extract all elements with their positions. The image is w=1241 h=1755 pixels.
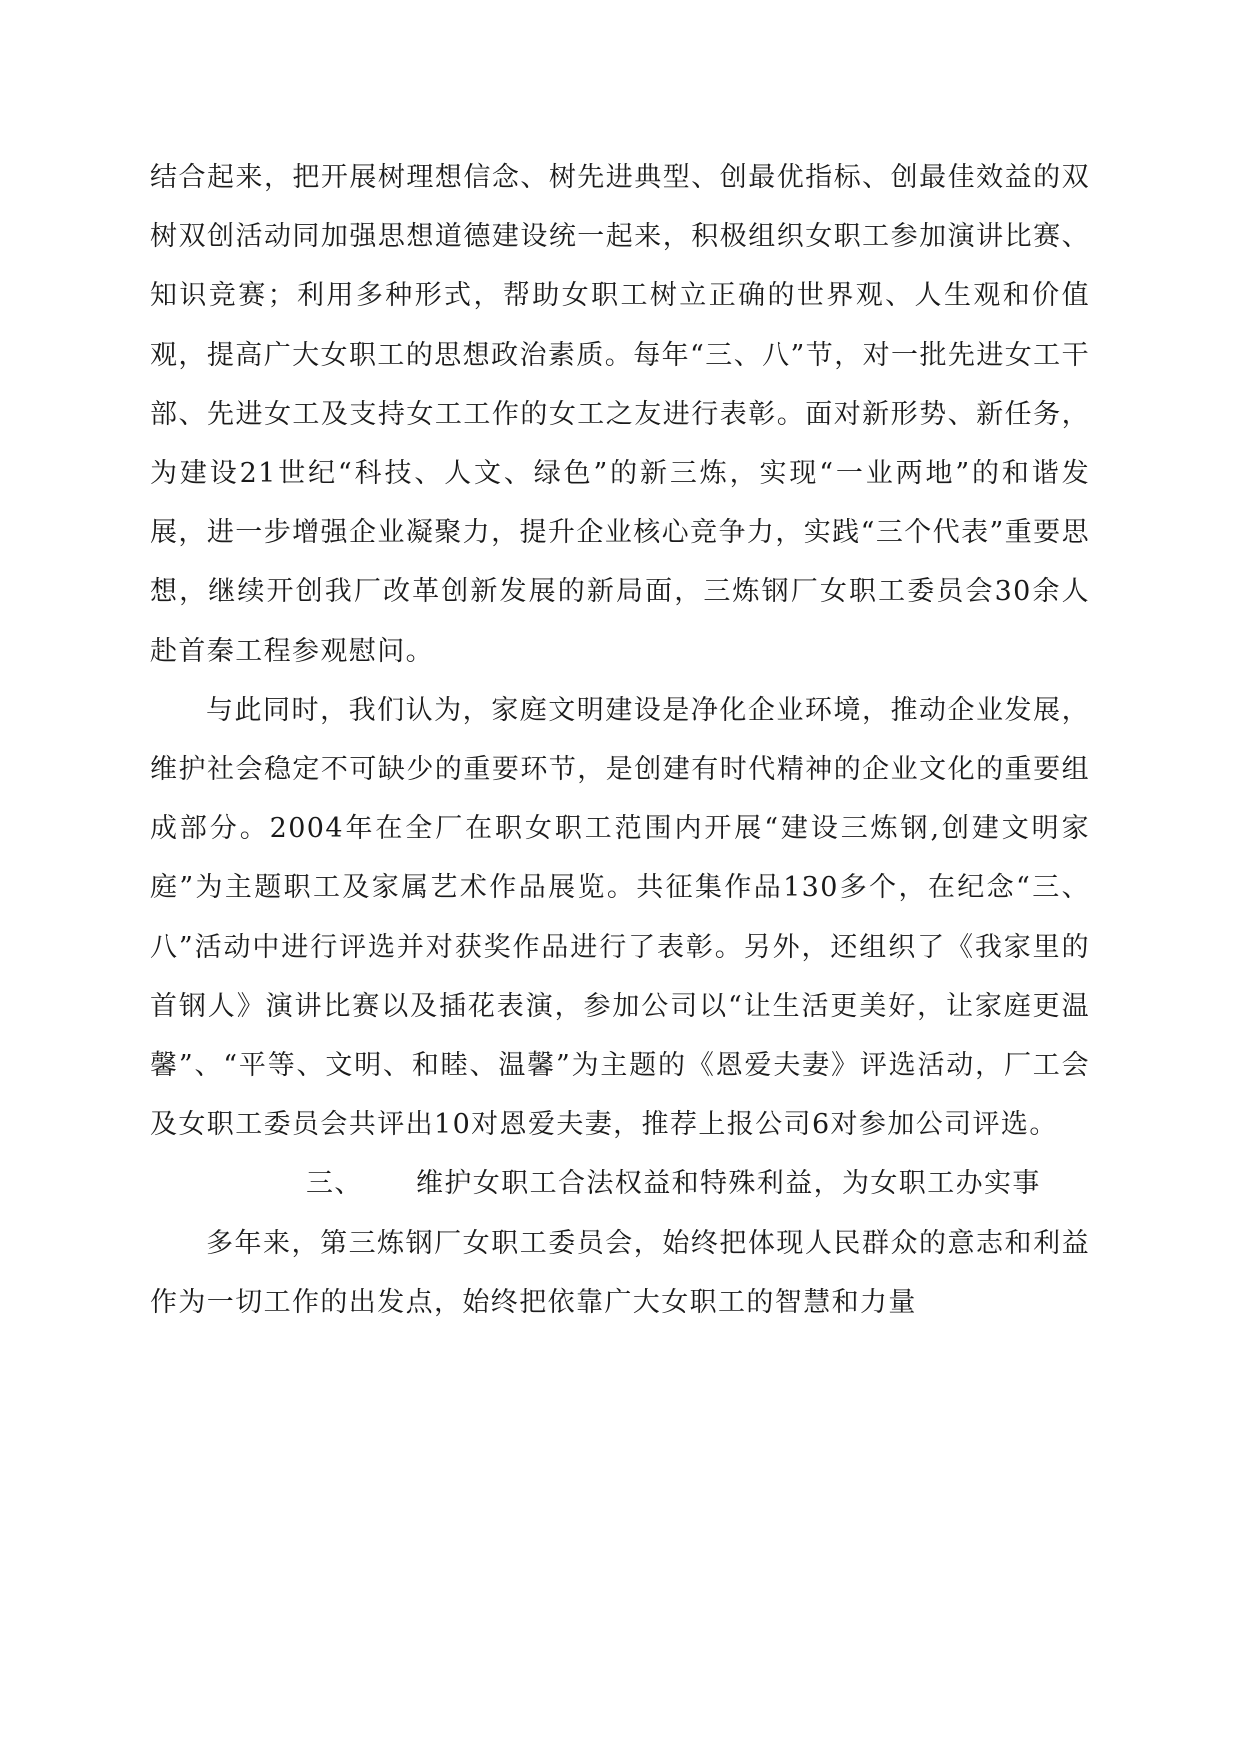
section-heading-title: 维护女职工合法权益和特殊利益，为女职工办实事 (416, 1168, 1041, 1200)
document-body (150, 148, 1090, 1332)
section-heading-number: 三、 (306, 1168, 363, 1200)
section-heading (150, 1154, 1090, 1213)
paragraph-2: 与此同时，我们认为，家庭文明建设是净化企业环境，推动企业发展，维护社会稳定不可缺少的重要环节，是创建有时代精神的企业文化的重要组成部分。2004年在全厂在职女职工范围内开展“建设三炼钢,创建文明家庭”为主题职工及家属艺术作品展览。共征集作品130多个，在纪念“三、八”活动中进行评选并对获奖作品进行了表彰。另外，还组织了《我家里的首钢人》演讲比赛以及插花表演，参加公司以“让生活更美好，让家庭更温馨”、“平等、文明、和睦、温馨”为主题的《恩爱夫妻》评选活动，厂工会及女职工委员会共评出10对恩爱夫妻，推荐上报公司6对参加公司评选。 (150, 694, 1090, 1141)
paragraph-3: 多年来，第三炼钢厂女职工委员会，始终把体现人民群众的意志和利益作为一切工作的出发点，始终把依靠广大女职工的智慧和力量 (150, 1227, 1090, 1318)
paragraph-1: 结合起来，把开展树理想信念、树先进典型、创最优指标、创最佳效益的双树双创活动同加强思想道德建设统一起来，积极组织女职工参加演讲比赛、知识竞赛；利用多种形式，帮助女职工树立正确的世界观、人生观和价值观，提高广大女职工的思想政治素质。每年“三、八”节，对一批先进女工干部、先进女工及支持女工工作的女工之友进行表彰。面对新形势、新任务，为建设21世纪“科技、人文、绿色”的新三炼，实现“一业两地”的和谐发展，进一步增强企业凝聚力，提升企业核心竞争力，实践“三个代表”重要思想，继续开创我厂改革创新发展的新局面，三炼钢厂女职工委员会30余人赴首秦工程参观慰问。 (150, 162, 1090, 667)
